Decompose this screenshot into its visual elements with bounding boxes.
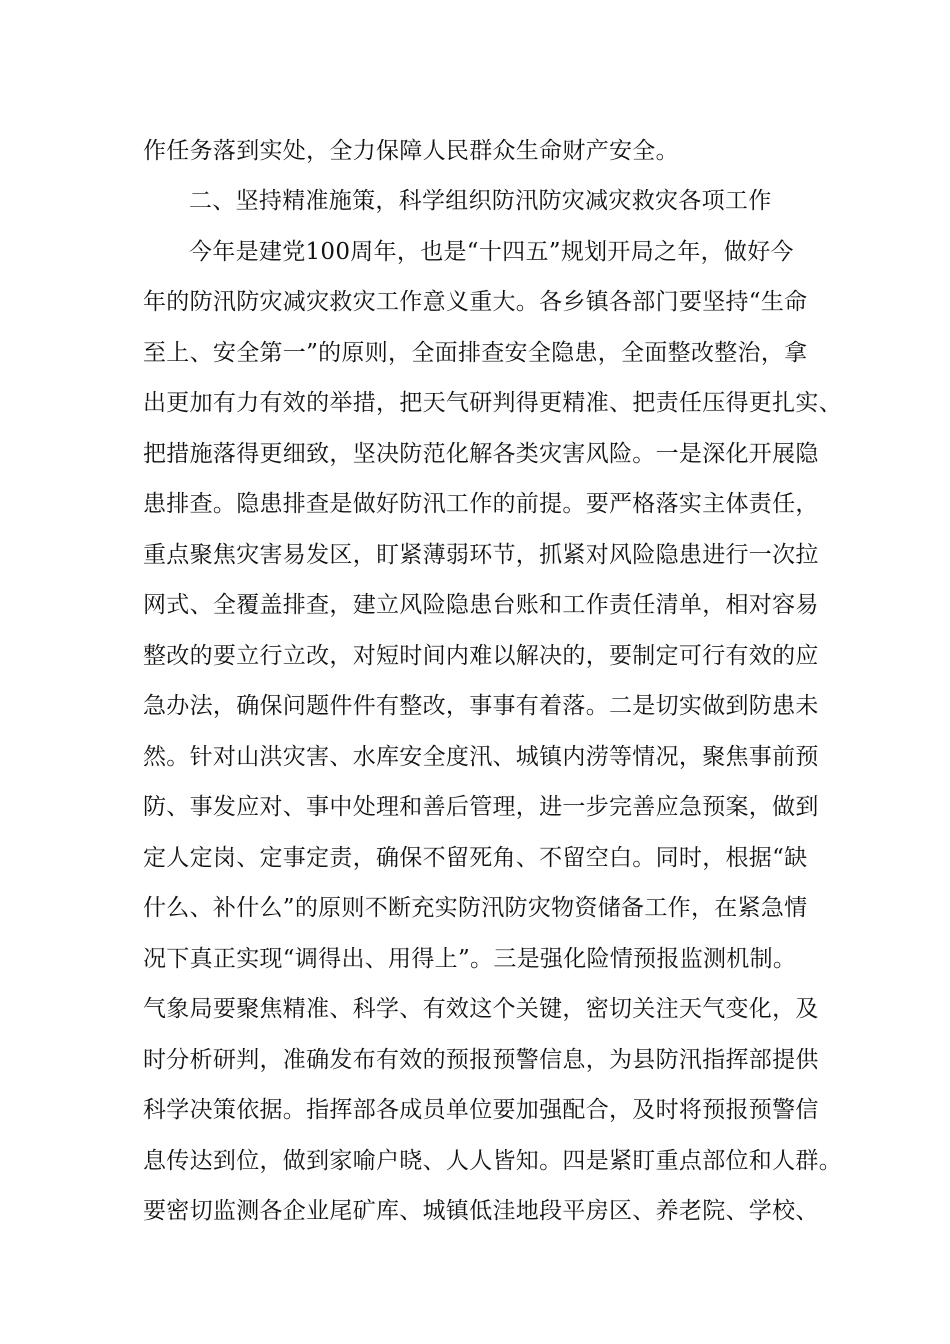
text-line: 气象局要聚焦精准、科学、有效这个关键，密切关注天气变化，及	[143, 996, 819, 1022]
text-line: 今年是建党100周年，也是“十四五”规划开局之年，做好今	[189, 239, 794, 265]
text-line: 要密切监测各企业尾矿库、城镇低洼地段平房区、养老院、学校、	[143, 1198, 819, 1224]
text-line: 重点聚焦灾害易发区，盯紧薄弱环节，抓紧对风险隐患进行一次拉	[143, 542, 819, 568]
text-line: 然。针对山洪灾害、水库安全度汛、城镇内涝等情况，聚焦事前预	[143, 744, 819, 770]
text-line: 定人定岗、定事定责，确保不留死角、不留空白。同时，根据“缺	[143, 845, 808, 871]
text-line: 科学决策依据。指挥部各成员单位要加强配合，及时将预报预警信	[143, 1097, 819, 1123]
text-line: 急办法，确保问题件件有整改，事事有着落。二是切实做到防患未	[143, 693, 819, 719]
text-line: 整改的要立行立改，对短时间内难以解决的，要制定可行有效的应	[143, 643, 819, 669]
text-line: 至上、安全第一”的原则，全面排查安全隐患，全面整改整治，拿	[143, 340, 808, 366]
text-line: 出更加有力有效的举措，把天气研判得更精准、把责任压得更扎实、	[143, 390, 842, 416]
text-line: 患排查。隐患排查是做好防汛工作的前提。要严格落实主体责任，	[143, 491, 819, 517]
text-line: 防、事发应对、事中处理和善后管理，进一步完善应急预案，做到	[143, 794, 819, 820]
text-line: 什么、补什么”的原则不断充实防汛防灾物资储备工作，在紧急情	[143, 895, 808, 921]
text-line: 作任务落到实处，全力保障人民群众生命财产安全。	[143, 138, 679, 164]
text-line: 息传达到位，做到家喻户晓、人人皆知。四是紧盯重点部位和人群。	[143, 1148, 842, 1174]
text-line: 时分析研判，准确发布有效的预报预警信息，为县防汛指挥部提供	[143, 1047, 819, 1073]
text-line: 网式、全覆盖排查，建立风险隐患台账和工作责任清单，相对容易	[143, 592, 819, 618]
section-heading: 二、坚持精准施策，科学组织防汛防灾减灾救灾各项工作	[189, 188, 772, 214]
text-line: 年的防汛防灾减灾救灾工作意义重大。各乡镇各部门要坚持“生命	[143, 289, 808, 315]
text-line: 把措施落得更细致，坚决防范化解各类灾害风险。一是深化开展隐	[143, 441, 819, 467]
text-line: 况下真正实现“调得出、用得上”。三是强化险情预报监测机制。	[143, 946, 797, 972]
